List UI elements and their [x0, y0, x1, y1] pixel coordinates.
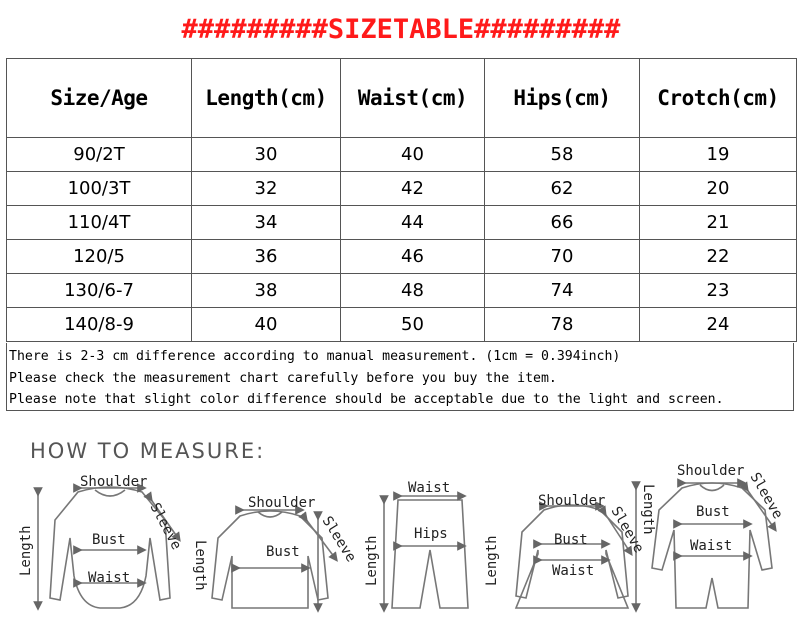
cell-waist: 46 [341, 240, 485, 274]
fig1-bust-label: Bust [92, 532, 126, 548]
fig2-shoulder-label: Shoulder [248, 495, 316, 511]
cell-hips: 66 [485, 206, 640, 240]
cell-size: 120/5 [7, 240, 192, 274]
note-line: There is 2-3 cm difference according to manual measurement. (1cm = 0.394inch) [9, 349, 621, 364]
fig4-sleeve-label: Sleeve [607, 504, 647, 556]
fig4-shoulder-label: Shoulder [538, 493, 606, 509]
fig2-bust-label: Bust [266, 544, 300, 560]
measurement-diagrams [0, 458, 802, 623]
cell-waist: 50 [341, 308, 485, 342]
cell-crotch: 23 [640, 274, 797, 308]
fig4-length-label: Length [484, 535, 500, 586]
cell-crotch: 24 [640, 308, 797, 342]
header-hips: Hips(cm) [485, 59, 640, 138]
fig2-length-label: Length [192, 540, 208, 591]
cell-length: 38 [192, 274, 341, 308]
cell-crotch: 19 [640, 138, 797, 172]
cell-hips: 70 [485, 240, 640, 274]
measurement-notes [6, 343, 794, 411]
note-line: Please check the measurement chart carefully before you buy the item. [9, 370, 557, 386]
cell-length: 32 [192, 172, 341, 206]
cell-length: 36 [192, 240, 341, 274]
cell-waist: 40 [341, 138, 485, 172]
cell-hips: 58 [485, 138, 640, 172]
fig4-bust-label: Bust [554, 532, 588, 548]
fig5-bust-label: Bust [696, 504, 730, 520]
cell-size: 90/2T [7, 138, 192, 172]
cell-size: 110/4T [7, 206, 192, 240]
cell-hips: 74 [485, 274, 640, 308]
fig4-length2-label: Length [640, 484, 656, 535]
table-row [7, 138, 797, 172]
table-row [7, 172, 797, 206]
header-size-age: Size/Age [7, 59, 192, 138]
cell-crotch: 20 [640, 172, 797, 206]
cell-crotch: 21 [640, 206, 797, 240]
cell-hips: 78 [485, 308, 640, 342]
header-crotch: Crotch(cm) [640, 59, 797, 138]
fig1-sleeve-label: Sleeve [146, 500, 185, 553]
cell-size: 100/3T [7, 172, 192, 206]
table-row [7, 240, 797, 274]
cell-size: 140/8-9 [7, 308, 192, 342]
cell-crotch: 22 [640, 240, 797, 274]
cell-length: 34 [192, 206, 341, 240]
fig1-length-label: Length [18, 525, 34, 576]
table-row [7, 206, 797, 240]
fig4-waist-label: Waist [552, 563, 595, 579]
cell-size: 130/6-7 [7, 274, 192, 308]
header-length: Length(cm) [192, 59, 341, 138]
fig5-sleeve-label: Sleeve [746, 470, 786, 522]
cell-length: 40 [192, 308, 341, 342]
note-line: Please note that slight color difference should be acceptable due to the light and screen. [9, 392, 724, 407]
cell-length: 30 [192, 138, 341, 172]
table-row [7, 274, 797, 308]
fig5-shoulder-label: Shoulder [677, 463, 745, 479]
size-table [6, 58, 797, 342]
cell-waist: 48 [341, 274, 485, 308]
fig1-waist-label: Waist [88, 570, 131, 586]
how-to-measure-heading: HOW TO MEASURE: [30, 439, 266, 463]
pants-figure [384, 496, 468, 608]
fig1-shoulder-label: Shoulder [80, 474, 148, 490]
cell-waist: 44 [341, 206, 485, 240]
fig3-waist-label: Waist [408, 480, 451, 496]
cell-hips: 62 [485, 172, 640, 206]
fig3-hips-label: Hips [414, 526, 448, 542]
size-table-title: #########SIZETABLE######### [181, 14, 621, 45]
cell-waist: 42 [341, 172, 485, 206]
fig3-length-label: Length [364, 535, 380, 586]
header-row [7, 59, 797, 138]
header-waist: Waist(cm) [341, 59, 485, 138]
fig5-waist-label: Waist [690, 538, 733, 554]
fig2-sleeve-label: Sleeve [318, 513, 359, 566]
table-row [7, 308, 797, 342]
